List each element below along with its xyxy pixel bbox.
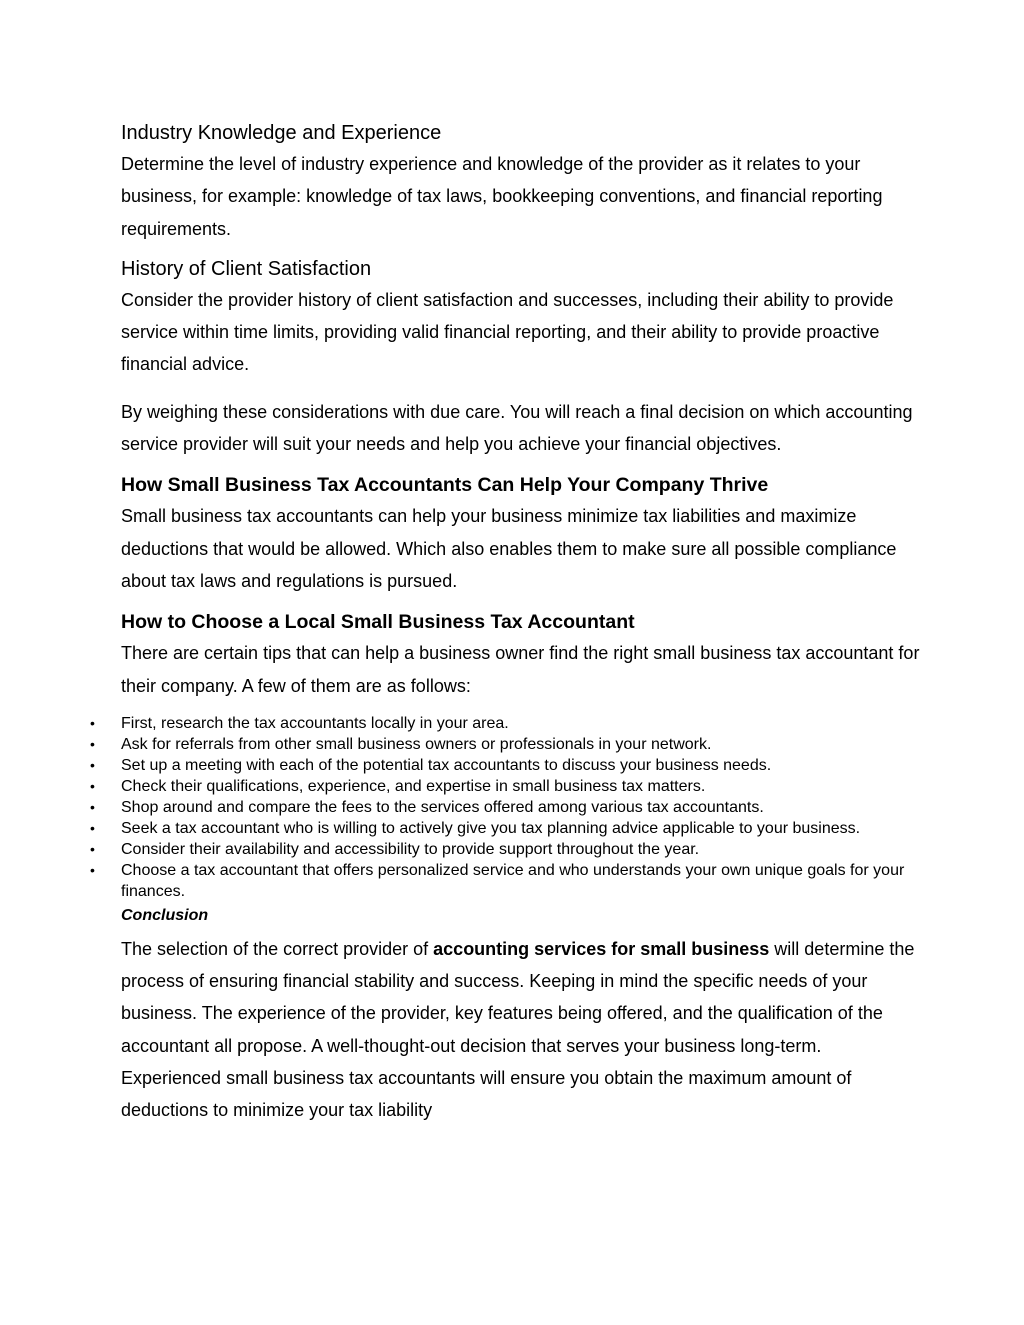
conclusion-emphasis: accounting services for small business [433,938,770,959]
conclusion-text-end: will determine the process of ensuring financial stability and success. Keeping in mind the specific needs of your business. The experience of the provider, key features being offered, and the qualification of the accountant all propose. A well-thought-out decision that serves your business long-term. Experienced small business tax accountants will ensure you obtain the maximum amount of deductions to minimize your tax liability [121,938,915,1121]
heading-industry-knowledge: Industry Knowledge and Experience [121,122,442,144]
bullet-icon: • [90,798,95,815]
paragraph-company-thrive: Small business tax accountants can help your business minimize tax liabilities and maximize deductions that would be allowed. Which also enables them to make sure all possible compliance about tax laws and regulations is pursued. [121,506,897,591]
list-item [90,755,921,776]
bullet-icon: • [90,756,95,773]
document-content [90,118,921,1127]
list-item [90,839,921,860]
list-item-text: Choose a tax accountant that offers personalized service and who understands your own unique goals for your finances. [121,861,905,900]
paragraph-choose-accountant: There are certain tips that can help a business owner find the right small business tax accountant for their company. A few of them are as follows: [121,643,920,696]
list-item [90,860,921,902]
heading-conclusion: Conclusion [121,906,209,924]
list-item-text: First, research the tax accountants locally in your area. [121,714,509,732]
paragraph-weighing-considerations: By weighing these considerations with due care. You will reach a final decision on which accounting service provider will suit your needs and help you achieve your financial objectives. [121,401,913,455]
list-item [90,818,921,839]
bullet-icon: • [90,777,95,794]
bullet-icon: • [90,714,95,731]
paragraph-conclusion [121,933,921,1127]
list-item-text: Check their qualifications, experience, and expertise in small business tax matters. [121,777,706,795]
heading-choose-accountant: How to Choose a Local Small Business Tax Accountant [121,611,635,634]
heading-client-satisfaction: History of Client Satisfaction [121,257,372,280]
bullet-icon: • [90,861,95,878]
list-item-text: Consider their availability and accessibility to provide support throughout the year. [121,840,700,858]
bullet-icon: • [90,735,95,752]
list-item [90,713,921,734]
bullet-icon: • [90,819,95,836]
bullet-icon: • [90,840,95,857]
list-item-text: Shop around and compare the fees to the services offered among various tax accountants. [121,798,764,816]
list-item-text: Set up a meeting with each of the potential tax accountants to discuss your business needs. [121,756,772,774]
paragraph-industry-knowledge: Determine the level of industry experience and knowledge of the provider as it relates to your business, for example: knowledge of tax laws, bookkeeping conventions, and financial reporting requirements. [121,154,883,239]
conclusion-text-start: The selection of the correct provider of [121,938,434,959]
list-item [90,797,921,818]
paragraph-client-satisfaction: Consider the provider history of client satisfaction and successes, including their ability to provide service within time limits, providing valid financial reporting, and their ability to provide proactive financial advice. [121,289,894,375]
list-item [90,776,921,797]
heading-company-thrive: How Small Business Tax Accountants Can Help Your Company Thrive [121,474,769,497]
list-item-text: Seek a tax accountant who is willing to actively give you tax planning advice applicable to your business. [121,819,861,837]
list-item [90,734,921,755]
tips-bullet-list [90,713,921,902]
list-item-text: Ask for referrals from other small business owners or professionals in your network. [121,735,712,753]
